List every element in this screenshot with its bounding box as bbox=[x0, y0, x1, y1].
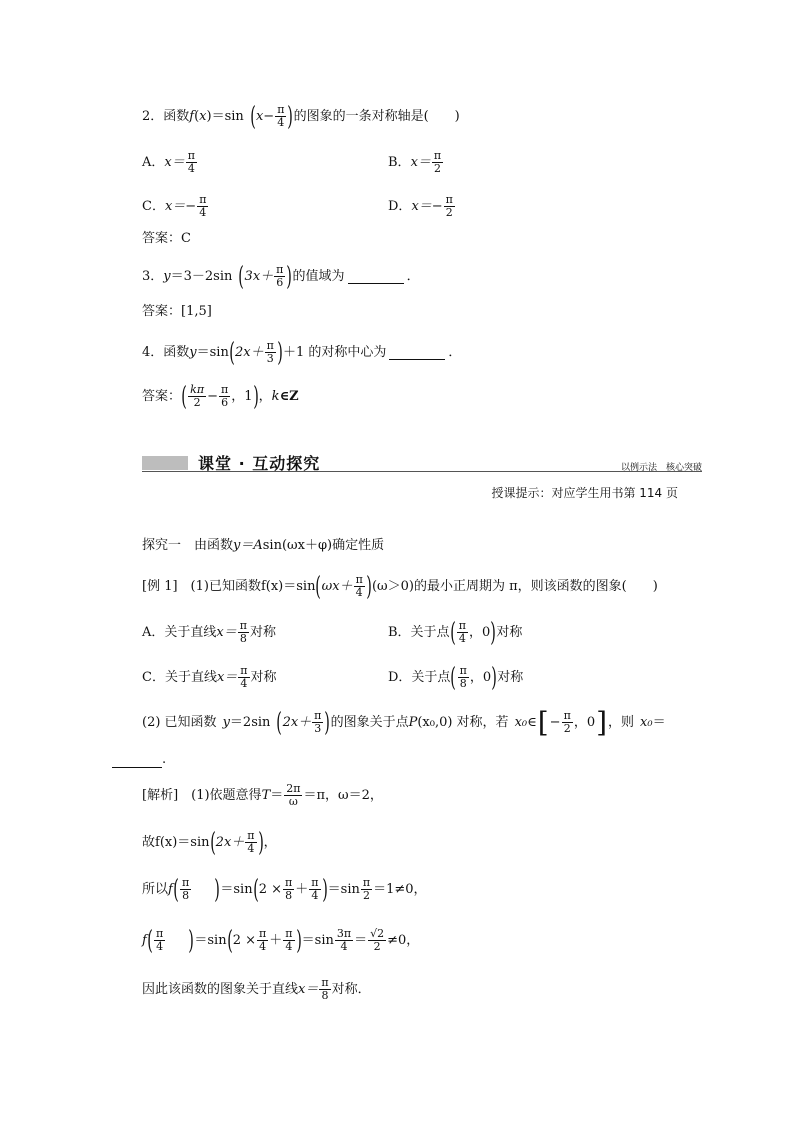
denominator: 8 bbox=[285, 889, 293, 902]
text: 2x＋ bbox=[235, 344, 264, 360]
text: ． bbox=[448, 344, 462, 360]
text: (ω＞0)的最小正周期为 π，则该函数的图象( ) bbox=[371, 578, 658, 594]
text: ，0 bbox=[573, 714, 596, 730]
text: 答案： bbox=[142, 388, 182, 404]
text: sin(ωx＋φ)确定性质 bbox=[262, 538, 385, 553]
text: x＝ bbox=[410, 154, 431, 170]
left-paren: ( bbox=[252, 874, 259, 905]
solution-line-1 bbox=[142, 783, 383, 808]
numerator: π bbox=[362, 876, 371, 889]
denominator: 6 bbox=[221, 396, 229, 409]
numerator: π bbox=[311, 876, 319, 889]
numerator: π bbox=[285, 927, 293, 940]
denominator: 4 bbox=[311, 889, 319, 902]
numerator: π bbox=[445, 193, 453, 206]
left-paren: ( bbox=[229, 337, 235, 368]
denominator: 3 bbox=[314, 722, 322, 735]
fraction bbox=[284, 783, 302, 808]
text: y bbox=[222, 714, 230, 730]
numerator: π bbox=[155, 927, 164, 940]
text: 2．函数 bbox=[142, 108, 190, 124]
denominator: 8 bbox=[459, 677, 467, 690]
text: ＝sin bbox=[301, 932, 334, 948]
left-paren: ( bbox=[147, 925, 153, 956]
fraction bbox=[309, 877, 320, 902]
text: ＝sin bbox=[194, 932, 227, 948]
q2-option-a bbox=[142, 150, 198, 175]
numerator: π bbox=[187, 149, 195, 162]
text: ＝π，ω＝2， bbox=[303, 787, 383, 803]
q2-stem bbox=[142, 101, 460, 132]
numerator: π bbox=[240, 664, 248, 677]
numerator: π bbox=[563, 709, 571, 722]
answer-blank[interactable] bbox=[389, 345, 445, 360]
solution-line-3 bbox=[142, 874, 427, 905]
text: C．关于直线 bbox=[142, 669, 217, 685]
example1-option-c bbox=[142, 665, 277, 690]
fraction bbox=[274, 264, 285, 289]
text: x₀ bbox=[640, 714, 653, 730]
q2-option-c bbox=[142, 194, 209, 219]
right-paren: ) bbox=[490, 617, 497, 648]
denominator: ω bbox=[288, 795, 298, 808]
example1-option-a bbox=[142, 620, 276, 645]
text: ＝ bbox=[652, 714, 666, 730]
denominator: 2 bbox=[193, 396, 201, 409]
fraction bbox=[444, 194, 455, 219]
numerator: π bbox=[199, 193, 207, 206]
text: A． bbox=[142, 154, 165, 170]
fraction bbox=[245, 830, 256, 855]
text: D． bbox=[388, 198, 412, 214]
numerator: π bbox=[277, 103, 285, 116]
text: ＝sin bbox=[196, 344, 229, 360]
numerator: π bbox=[266, 339, 274, 352]
text: 答案：C bbox=[142, 231, 191, 246]
text: f(x)＝sin bbox=[260, 578, 316, 594]
fraction bbox=[319, 977, 330, 1002]
text: 2 × bbox=[258, 881, 283, 897]
text: T bbox=[261, 787, 271, 803]
teaching-hint: 授课提示：对应学生用书第 114 页 bbox=[491, 486, 678, 500]
text: 对称． bbox=[331, 981, 371, 997]
left-paren: ( bbox=[276, 707, 283, 738]
text: x＝− bbox=[164, 198, 197, 214]
right-paren: ) bbox=[252, 381, 259, 412]
left-bracket: [ bbox=[537, 705, 549, 739]
fraction bbox=[562, 710, 573, 735]
text: 的图象的一条对称轴是( ) bbox=[293, 108, 460, 124]
text: 对称 bbox=[496, 624, 523, 640]
left-paren: ( bbox=[238, 261, 245, 292]
right-paren: ) bbox=[366, 571, 372, 602]
denominator: 4 bbox=[277, 116, 285, 129]
text: ＋ bbox=[295, 881, 309, 897]
text: x− bbox=[255, 108, 275, 124]
fraction bbox=[361, 877, 372, 902]
text: (2) 已知函数 bbox=[142, 714, 217, 730]
explore-title bbox=[142, 536, 384, 556]
left-paren: ( bbox=[209, 827, 216, 858]
text: x＝ bbox=[298, 981, 319, 997]
text: ∈ bbox=[527, 714, 537, 730]
denominator: 8 bbox=[182, 889, 190, 902]
text: ＋ bbox=[269, 932, 283, 948]
text: A．关于直线 bbox=[142, 624, 217, 640]
left-paren: ( bbox=[173, 874, 179, 905]
text: 因此该函数的图象关于直线 bbox=[142, 981, 299, 997]
text: 所以 bbox=[142, 881, 169, 897]
text: k bbox=[271, 388, 280, 404]
text: B．关于点 bbox=[388, 624, 450, 640]
text: ＝ bbox=[354, 932, 368, 948]
text: 对称 bbox=[250, 669, 277, 685]
numerator: π bbox=[355, 573, 363, 586]
fraction bbox=[457, 620, 468, 645]
denominator: 4 bbox=[240, 677, 248, 690]
fraction bbox=[238, 665, 249, 690]
text: x＝ bbox=[216, 624, 237, 640]
denominator: 4 bbox=[355, 586, 363, 599]
example1-stem bbox=[142, 571, 658, 602]
text: 3． bbox=[142, 268, 164, 284]
fraction bbox=[257, 928, 268, 953]
text: f bbox=[189, 108, 195, 124]
text: [解析] (1)依题意得 bbox=[142, 787, 262, 803]
right-bracket: ] bbox=[596, 705, 608, 739]
denominator: 6 bbox=[276, 276, 284, 289]
numerator: π bbox=[220, 383, 229, 396]
fraction bbox=[219, 384, 230, 409]
text: (x₀,0) 对称，若 bbox=[417, 714, 509, 730]
fraction bbox=[238, 620, 249, 645]
fraction bbox=[283, 877, 294, 902]
text: ＝ bbox=[270, 787, 284, 803]
q3-stem bbox=[142, 261, 420, 292]
text: P bbox=[408, 714, 418, 730]
text: 对称 bbox=[249, 624, 276, 640]
denominator: 4 bbox=[247, 842, 255, 855]
fraction bbox=[335, 928, 353, 953]
text: 3x＋ bbox=[244, 268, 274, 284]
text: ，0 bbox=[468, 624, 491, 640]
right-paren: ) bbox=[257, 827, 264, 858]
right-paren: ) bbox=[277, 337, 283, 368]
solution-line-5 bbox=[142, 977, 371, 1002]
fraction bbox=[265, 340, 276, 365]
solution-line-4 bbox=[142, 925, 420, 956]
text: ( bbox=[194, 108, 200, 124]
text: ＝sin bbox=[220, 881, 253, 897]
numerator: π bbox=[259, 927, 267, 940]
fraction bbox=[368, 928, 386, 953]
numerator: π bbox=[458, 619, 466, 632]
numerator: π bbox=[459, 664, 467, 677]
text: ，则 bbox=[608, 714, 635, 730]
answer-blank[interactable] bbox=[348, 269, 404, 284]
denominator: 4 bbox=[259, 940, 267, 953]
section-divider bbox=[142, 471, 702, 472]
example1-option-b bbox=[388, 617, 523, 648]
left-paren: ( bbox=[449, 617, 456, 648]
text: 的值域为 bbox=[292, 268, 345, 284]
denominator: 2 bbox=[373, 940, 381, 953]
text: ＋1 的对称中心为 bbox=[283, 344, 387, 360]
text: ， bbox=[258, 388, 272, 404]
text: B． bbox=[388, 154, 411, 170]
section-subtitle: 以例示法 核心突破 bbox=[620, 463, 702, 473]
text: 2 × bbox=[232, 932, 257, 948]
left-paren: ( bbox=[181, 381, 187, 412]
denominator: 4 bbox=[156, 940, 164, 953]
text: x bbox=[199, 108, 207, 124]
denominator: 4 bbox=[187, 162, 195, 175]
denominator: 2 bbox=[563, 722, 571, 735]
text: ≠0， bbox=[387, 932, 420, 948]
q2-option-b bbox=[388, 150, 444, 175]
text: f(x)＝sin bbox=[155, 834, 210, 850]
numerator: π bbox=[276, 263, 284, 276]
text: f bbox=[168, 881, 173, 897]
right-paren: ) bbox=[287, 101, 294, 132]
fraction bbox=[354, 574, 365, 599]
example1-option-d bbox=[388, 662, 524, 693]
fraction bbox=[186, 150, 197, 175]
text: x₀ bbox=[514, 714, 528, 730]
numerator: π bbox=[321, 976, 329, 989]
denominator: 8 bbox=[239, 632, 247, 645]
text: − bbox=[549, 714, 561, 730]
denominator: 4 bbox=[458, 632, 466, 645]
fraction bbox=[180, 877, 191, 902]
text: f bbox=[142, 932, 147, 948]
fraction bbox=[458, 665, 469, 690]
example1-part2 bbox=[142, 705, 666, 739]
text: )＝sin bbox=[206, 108, 244, 124]
text: ＝3－2sin bbox=[170, 268, 233, 284]
text: . bbox=[162, 752, 167, 767]
text: C． bbox=[142, 198, 165, 214]
text: y bbox=[163, 268, 171, 284]
numerator: π bbox=[433, 149, 442, 162]
section-title: 课堂 · 互动探究 bbox=[198, 454, 321, 473]
numerator: π bbox=[314, 709, 322, 722]
numerator: π bbox=[285, 876, 293, 889]
numerator: √2 bbox=[370, 927, 385, 940]
denominator: 2 bbox=[434, 162, 442, 175]
text: 探究一 由函数 bbox=[142, 538, 234, 553]
text: ＝2sin bbox=[229, 714, 271, 730]
text: 故 bbox=[142, 834, 156, 850]
text: [例 1] (1)已知函数 bbox=[142, 578, 261, 594]
fraction bbox=[432, 150, 443, 175]
fraction bbox=[154, 928, 165, 953]
denominator: 4 bbox=[285, 940, 293, 953]
text: ，0 bbox=[469, 669, 492, 685]
text: ， bbox=[263, 834, 277, 850]
text: 对称 bbox=[497, 669, 524, 685]
text: 4．函数 bbox=[142, 344, 190, 360]
solution-line-2 bbox=[142, 827, 277, 858]
fraction bbox=[283, 928, 294, 953]
right-paren: ) bbox=[214, 874, 221, 905]
numerator: kπ bbox=[190, 383, 205, 396]
left-paren: ( bbox=[450, 662, 457, 693]
fraction bbox=[188, 384, 206, 409]
text: ∈Z bbox=[279, 388, 299, 404]
right-paren: ) bbox=[324, 707, 331, 738]
text: ，1 bbox=[231, 388, 253, 404]
left-paren: ( bbox=[315, 571, 322, 602]
denominator: 4 bbox=[340, 940, 348, 953]
fraction bbox=[275, 104, 286, 129]
text: 答案：[1,5] bbox=[142, 304, 212, 319]
q3-answer bbox=[142, 302, 212, 322]
fraction bbox=[312, 710, 323, 735]
text: 2x＋ bbox=[215, 834, 245, 850]
right-paren: ) bbox=[491, 662, 497, 693]
numerator: 2π bbox=[286, 782, 301, 795]
denominator: 4 bbox=[199, 206, 207, 219]
example1-part2-blank bbox=[112, 750, 166, 770]
q2-option-d bbox=[388, 194, 456, 219]
text: ωx＋ bbox=[321, 578, 353, 594]
text: 2x＋ bbox=[282, 714, 312, 730]
q4-stem bbox=[142, 337, 462, 368]
text: D．关于点 bbox=[388, 669, 451, 685]
text: y＝A bbox=[233, 538, 263, 553]
right-paren: ) bbox=[321, 874, 328, 905]
denominator: 8 bbox=[321, 989, 329, 1002]
right-paren: ) bbox=[286, 261, 293, 292]
text: x＝− bbox=[411, 198, 443, 214]
numerator: π bbox=[247, 829, 255, 842]
right-paren: ) bbox=[295, 925, 302, 956]
q2-answer bbox=[142, 229, 191, 249]
text: 的图象关于点 bbox=[330, 714, 409, 730]
right-paren: ) bbox=[188, 925, 195, 956]
text: y bbox=[189, 344, 197, 360]
left-paren: ( bbox=[250, 101, 256, 132]
section-bar bbox=[142, 456, 188, 470]
q4-answer bbox=[142, 381, 299, 412]
text: ＝1≠0， bbox=[373, 881, 427, 897]
numerator: 3π bbox=[336, 927, 352, 940]
text: − bbox=[207, 388, 218, 404]
denominator: 2 bbox=[445, 206, 453, 219]
text: x＝ bbox=[164, 154, 185, 170]
answer-blank[interactable] bbox=[112, 753, 162, 768]
fraction bbox=[197, 194, 208, 219]
denominator: 2 bbox=[362, 889, 370, 902]
text: ＝sin bbox=[327, 881, 360, 897]
numerator: π bbox=[239, 619, 247, 632]
numerator: π bbox=[181, 876, 190, 889]
denominator: 3 bbox=[266, 352, 274, 365]
left-paren: ( bbox=[226, 925, 233, 956]
text: ． bbox=[406, 268, 420, 284]
text: x＝ bbox=[216, 669, 238, 685]
